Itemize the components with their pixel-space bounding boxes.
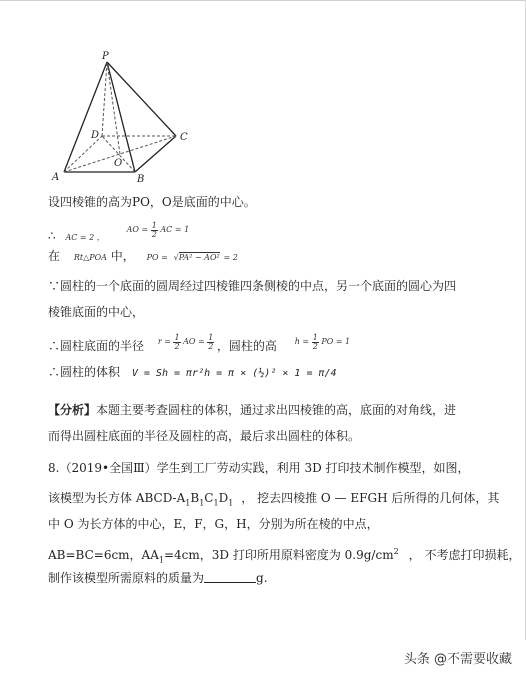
height-label: ，圆柱的高 (216, 339, 277, 353)
equation-ao-rhs: AC = 1 (160, 225, 190, 234)
text-line-1: 设四棱锥的高为PO，O是底面的中心。 (48, 195, 256, 209)
text-line-8 (48, 402, 456, 418)
text-line-5: 棱锥底面的中心， (48, 305, 145, 319)
analysis-text: 本题主要考查圆柱的体积，通过求出四棱锥的高，底面的对角线，进 (96, 403, 457, 417)
text-line-3: 在 Rt△POA 中， PO = √PA² − AO² = 2 (48, 249, 238, 263)
equation-ao-lhs: AO = (126, 225, 149, 234)
page-top-edge (0, 0, 526, 1)
radius-label: ∴圆柱底面的半径 (48, 339, 145, 353)
radius-fraction-2: $\frac{1}{2}$ (208, 332, 214, 351)
height-fraction: $\frac{1}{2}$ (312, 332, 318, 351)
label-P: P (102, 51, 109, 62)
fraction-half: $\frac{1}{2}$ (151, 220, 157, 239)
text-line-2 (48, 220, 190, 247)
text-line-9: 而得出圆柱底面的半径及圆柱的高，最后求出圆柱的体积。 (48, 429, 361, 443)
label-C: C (180, 132, 188, 143)
volume-formula: V = Sh = πr²h = π × (½)² × 1 = π/4 (131, 368, 337, 379)
loss-text: ， 不考虑打印损耗， (408, 548, 521, 562)
watermark (404, 648, 512, 667)
text-line-13: AB=BC=6cm，$AA_1=4cm$，3D 打印所用原料密度为 $0.9g/cm^2$ ， 不考虑打印损耗， (48, 547, 521, 565)
height-rhs: PO = 1 (321, 337, 351, 346)
text-line-4: ∵圆柱的一个底面的圆周经过四棱锥四条侧棱的中点，另一个底面的圆心为四 (48, 279, 457, 293)
label-D: D (91, 130, 100, 141)
model-desc-a: 该模型为长方体 ABCD-A (48, 491, 186, 505)
radius-mid: AO = (183, 337, 205, 346)
density-text: =4cm，3D 打印所用原料密度为 0.9g/cm (163, 548, 394, 562)
unit-text: g. (256, 571, 268, 585)
equation-po-rhs: = 2 (223, 253, 238, 262)
dimension-text: AB=BC=6cm，AA (48, 548, 159, 562)
question-text: 制作该模型所需原料的质量为 (48, 571, 205, 585)
text-line-11: 该模型为长方体 ABCD-$A_1B_1C_1D_1$ ， 挖去四棱推 O — EFGH 后所得的几何体，其 (48, 491, 500, 508)
volume-label: ∴圆柱的体积 (48, 365, 121, 379)
height-lhs: h = (294, 337, 310, 346)
text-line-6 (48, 332, 351, 357)
answer-blank (204, 570, 256, 583)
radius-fraction-1: $\frac{1}{2}$ (174, 332, 180, 351)
text-zai: 在 (48, 249, 61, 263)
therefore-symbol: ∴ (48, 229, 56, 243)
equation-po-lhs: PO = (146, 253, 168, 262)
model-desc-e: ， 挖去四棱推 O — EFGH 后所得的几何体，其 (241, 491, 500, 505)
equation-po-root: PA² − AO² (178, 253, 220, 262)
label-A: A (52, 172, 60, 183)
label-B: B (137, 174, 145, 184)
analysis-tag: 【分析】 (48, 403, 97, 417)
label-O: O (114, 158, 123, 169)
radius-lhs: r = (157, 337, 171, 346)
pyramid-figure (40, 48, 200, 184)
text-zhong: 中， (110, 249, 135, 263)
equation-ac: AC = 2 ， (65, 233, 105, 242)
text-line-10: 8.（2019•全国Ⅲ）学生到工厂劳动实践，利用 3D 打印技术制作模型，如图， (48, 461, 470, 475)
text-line-7 (48, 364, 337, 382)
triangle-label: Rt△POA (73, 253, 107, 262)
watermark-text: 头条 @不需要收藏 (403, 652, 512, 667)
text-line-14 (48, 570, 268, 586)
text-line-12: 中 O 为长方体的中心，E，F，G，H，分别为所在棱的中点， (48, 517, 379, 531)
